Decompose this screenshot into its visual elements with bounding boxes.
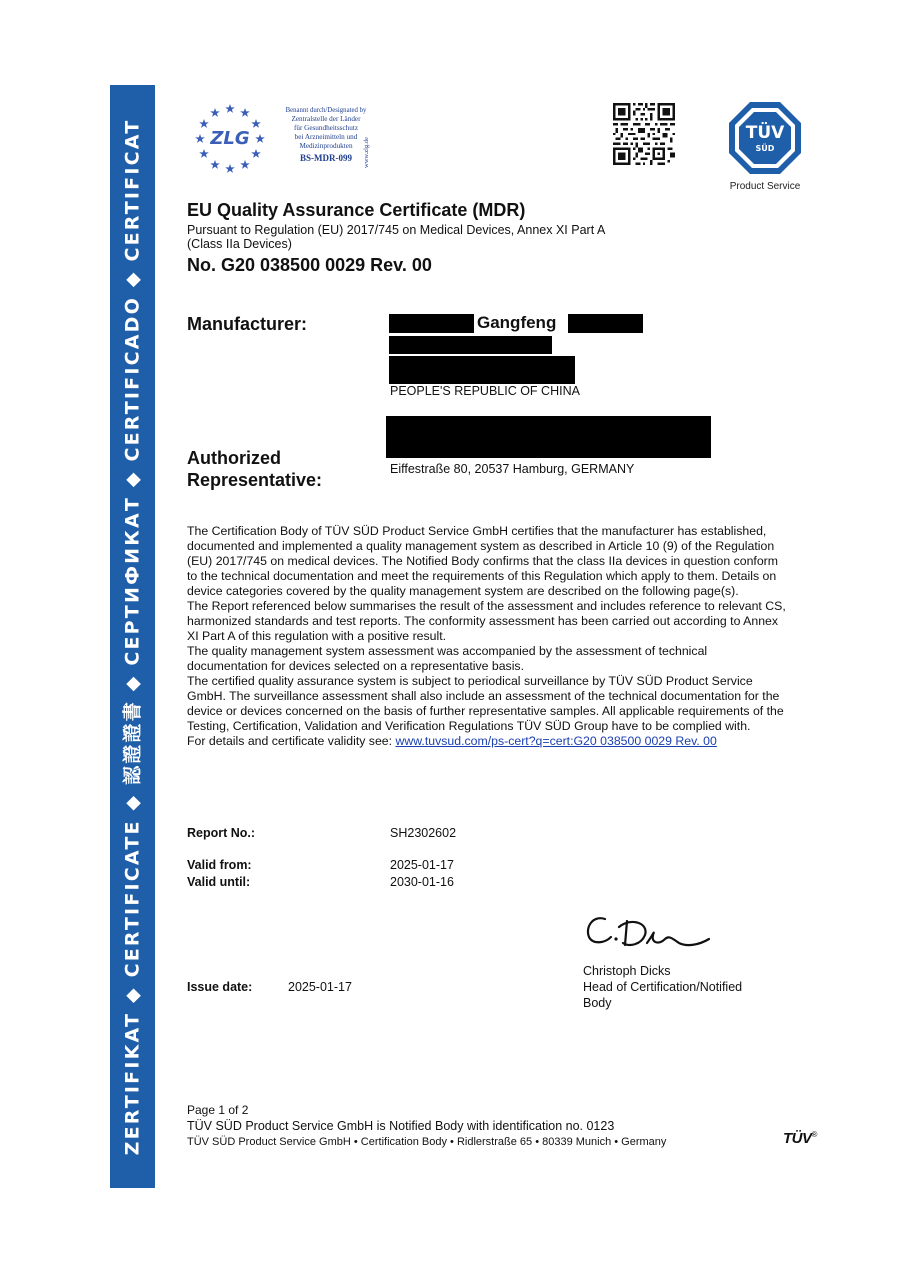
signer-title-1: Head of Certification/Notified (583, 980, 743, 994)
signer-name: Christoph Dicks (583, 964, 671, 978)
zlg-code: BS-MDR-099 (300, 153, 352, 163)
manufacturer-name: Gangfeng (477, 313, 557, 332)
issue-date-value: 2025-01-17 (288, 980, 352, 994)
certificate-validity-link[interactable]: www.tuvsud.com/ps-cert?q=cert:G20 038500 0029 Rev. 00 (395, 734, 717, 748)
tuv-logo-sub: SÜD (755, 144, 775, 153)
auth-label-line1: Authorized (187, 448, 281, 468)
zlg-line5: Medizinprodukten (299, 142, 353, 150)
zlg-url: www.zlg.de (363, 137, 370, 168)
report-no-label: Report No.: (187, 826, 256, 840)
manufacturer-country: PEOPLE'S REPUBLIC OF CHINA (390, 384, 580, 398)
certification-body-address: TÜV SÜD Product Service GmbH • Certification Body • Ridlerstraße 65 • 80339 Munich • Germany (187, 1136, 667, 1148)
notified-body-statement: TÜV SÜD Product Service GmbH is Notified Body with identification no. 0123 (187, 1119, 615, 1133)
validity-prefix: For details and certificate validity see: (187, 734, 396, 748)
manufacturer-label: Manufacturer: (187, 314, 308, 334)
tuv-footer-text: TÜV (783, 1130, 812, 1147)
certificate-number: No. G20 038500 0029 Rev. 00 (187, 255, 432, 275)
valid-until-value: 2030-01-16 (390, 875, 454, 889)
qr-code-icon (613, 103, 675, 165)
body-paragraph: The Report referenced below summarises the result of the assessment and includes reference to relevant CS, harmonized standards and test reports. The conformity assessment has been carried out according to Annex XI Part A of this regulation with a positive result. (187, 599, 786, 643)
authorized-representative-label (187, 447, 322, 491)
certificate-side-band (110, 85, 155, 1188)
valid-until-label: Valid until: (187, 875, 251, 889)
body-paragraph: The certified quality assurance system is subject to periodical surveillance by TÜV SÜD Product Service GmbH. The surveillance assessment shall also include an assessment of the technical documentation for the device or devices concerned on the basis of further representative samples. All applicable requirements of the Testing, Certification, Validation and Verification Regulations TÜV SÜD Group have to be complied with. (187, 674, 784, 733)
tuv-product-service: Product Service (729, 181, 801, 192)
zlg-logo-text: ZLG (210, 128, 250, 149)
issue-date-label: Issue date: (187, 980, 253, 994)
certificate-subtitle-1: Pursuant to Regulation (EU) 2017/745 on Medical Devices, Annex XI Part A (187, 223, 606, 237)
signer-block (583, 963, 773, 1011)
signer-title-2: Body (583, 996, 612, 1010)
redaction-bar (568, 314, 643, 333)
zlg-line1: Benannt durch/Designated by (285, 107, 367, 114)
body-paragraph: The Certification Body of TÜV SÜD Product Service GmbH certifies that the manufacturer has established, documented and implemented a quality management system as described in Article 10 (9) of the Regulation (EU) 2017/745 on medical devices. The Notified Body confirms that the class IIa devices in question conform to the technical documentation and meet the requirements of this Regulation which apply to them. Details on device categories covered by the quality management system are described on the following page(s). (187, 524, 779, 598)
certificate-title: EU Quality Assurance Certificate (MDR) (187, 200, 526, 220)
report-no-value: SH2302602 (390, 826, 457, 840)
zlg-line4: bei Arzneimitteln und (294, 133, 358, 141)
side-band-text: ZERTIFIKAT ◆ CERTIFICATE ◆ 認證證書 ◆ СЕРТИФИКАТ ◆ CERTIFICADO ◆ CERTIFICAT (121, 118, 143, 1155)
page-number: Page 1 of 2 (187, 1103, 249, 1117)
valid-from-value: 2025-01-17 (390, 858, 454, 872)
redaction-bar (389, 356, 575, 384)
body-paragraph (187, 734, 787, 749)
tuv-logo-main: TÜV (745, 123, 785, 143)
redaction-bar (389, 314, 474, 333)
tuv-footer-mark: TÜV® (783, 1130, 817, 1147)
zlg-designation (276, 106, 376, 163)
tuv-sud-logo (728, 101, 802, 175)
certificate-subtitle-2: (Class IIa Devices) (187, 237, 292, 251)
zlg-line3: für Gesundheitsschutz (293, 124, 359, 132)
body-paragraph: The quality management system assessment was accompanied by the assessment of technical documentation for devices selected on a representative basis. (187, 644, 708, 673)
signature-image (583, 905, 713, 965)
valid-from-label: Valid from: (187, 858, 252, 872)
certificate-body (187, 524, 787, 749)
authorized-representative-address: Eiffestraße 80, 20537 Hamburg, GERMANY (390, 462, 635, 476)
zlg-line2: Zentralstelle der Länder (291, 115, 361, 123)
redaction-bar (389, 336, 552, 354)
auth-label-line2: Representative: (187, 470, 323, 490)
redaction-bar (386, 416, 711, 458)
zlg-logo (185, 100, 275, 175)
